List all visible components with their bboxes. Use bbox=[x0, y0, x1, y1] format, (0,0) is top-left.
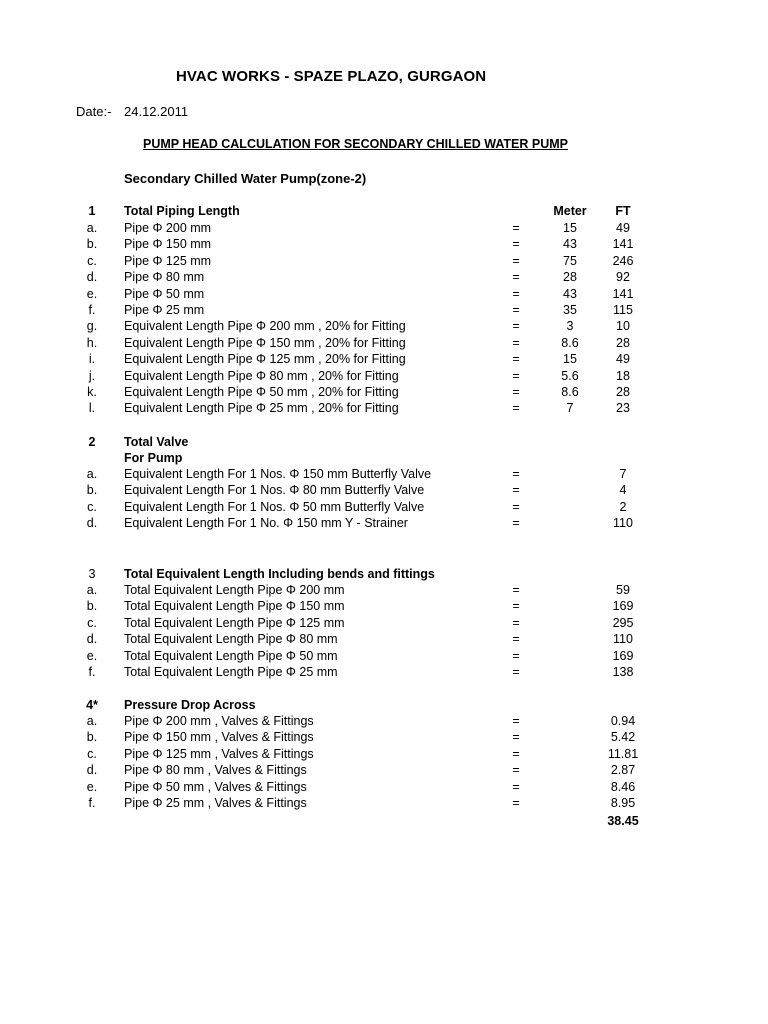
section-number: 4* bbox=[86, 698, 98, 712]
equals-sign: = bbox=[512, 648, 520, 663]
table-row bbox=[0, 400, 768, 416]
row-description: Total Equivalent Length Pipe Φ 25 mm bbox=[124, 665, 338, 679]
value-ft: 0.94 bbox=[610, 714, 636, 728]
value-ft: 2.87 bbox=[610, 763, 636, 778]
value-ft: 246 bbox=[612, 253, 634, 268]
table-row bbox=[0, 335, 768, 351]
row-index: e. bbox=[86, 286, 98, 301]
pressure-drop-total-row bbox=[0, 813, 768, 829]
section-number: 2 bbox=[88, 435, 96, 449]
row-index: c. bbox=[87, 499, 97, 514]
row-description: Pipe Φ 200 mm , Valves & Fittings bbox=[124, 714, 314, 728]
table-row bbox=[0, 729, 768, 745]
equals-sign: = bbox=[512, 319, 520, 334]
row-description: Total Equivalent Length Pipe Φ 200 mm bbox=[124, 583, 345, 597]
row-index: i. bbox=[88, 352, 96, 367]
row-description: Pipe Φ 80 mm , Valves & Fittings bbox=[124, 763, 307, 778]
value-meter: 28 bbox=[563, 270, 577, 285]
row-description: Pipe Φ 125 mm , Valves & Fittings bbox=[124, 746, 314, 761]
equals-sign: = bbox=[512, 483, 520, 498]
equals-sign: = bbox=[512, 401, 520, 416]
table-row bbox=[0, 286, 768, 302]
row-description: Pipe Φ 25 mm , Valves & Fittings bbox=[124, 796, 307, 810]
value-ft: 8.46 bbox=[610, 779, 636, 794]
row-index: f. bbox=[88, 665, 96, 679]
table-row bbox=[0, 631, 768, 647]
table-row bbox=[0, 351, 768, 367]
equals-sign: = bbox=[512, 779, 520, 794]
value-meter: 43 bbox=[563, 286, 577, 301]
date-label: Date:- bbox=[76, 104, 112, 119]
value-meter: 75 bbox=[563, 253, 577, 268]
calculation-subtitle: PUMP HEAD CALCULATION FOR SECONDARY CHILLED WATER PUMP bbox=[143, 137, 569, 151]
table-row bbox=[0, 795, 768, 811]
table-row bbox=[0, 515, 768, 531]
value-ft: 23 bbox=[616, 401, 630, 416]
section-number: 3 bbox=[88, 567, 96, 581]
row-index: h. bbox=[86, 335, 98, 350]
row-description: Equivalent Length For 1 Nos. Φ 150 mm Butterfly Valve bbox=[124, 467, 432, 481]
equals-sign: = bbox=[512, 583, 520, 597]
row-index: b. bbox=[86, 483, 98, 498]
equals-sign: = bbox=[512, 253, 520, 268]
table-row bbox=[0, 253, 768, 269]
date-value: 24.12.2011 bbox=[124, 104, 189, 119]
equals-sign: = bbox=[512, 352, 520, 367]
table-row bbox=[0, 598, 768, 614]
value-ft: 110 bbox=[613, 516, 633, 531]
value-ft: 11.81 bbox=[607, 746, 639, 761]
row-description: Equivalent Length Pipe Φ 125 mm , 20% for Fitting bbox=[124, 352, 406, 367]
row-index: l. bbox=[88, 401, 96, 416]
equals-sign: = bbox=[512, 665, 520, 679]
row-index: b. bbox=[86, 599, 98, 614]
equals-sign: = bbox=[512, 385, 520, 399]
value-ft: 2 bbox=[619, 499, 627, 514]
row-index: e. bbox=[86, 779, 98, 794]
row-description: Equivalent Length For 1 Nos. Φ 80 mm Butterfly Valve bbox=[124, 483, 425, 498]
table-row bbox=[0, 302, 768, 318]
value-ft: 8.95 bbox=[610, 796, 636, 810]
section-subtitle: For Pump bbox=[124, 451, 183, 465]
equals-sign: = bbox=[512, 746, 520, 761]
value-meter: 15 bbox=[563, 221, 577, 235]
table-row bbox=[0, 318, 768, 334]
row-index: d. bbox=[86, 516, 98, 531]
row-index: j. bbox=[88, 368, 96, 383]
value-ft: 5.42 bbox=[610, 730, 636, 745]
equals-sign: = bbox=[512, 286, 520, 301]
table-row bbox=[0, 582, 768, 598]
row-index: d. bbox=[86, 763, 98, 778]
equals-sign: = bbox=[512, 714, 520, 728]
row-index: a. bbox=[86, 583, 98, 597]
equals-sign: = bbox=[512, 730, 520, 745]
table-row bbox=[0, 762, 768, 778]
value-meter: 7 bbox=[566, 401, 574, 416]
table-row bbox=[0, 664, 768, 680]
value-ft: 28 bbox=[616, 335, 630, 350]
row-description: Total Equivalent Length Pipe Φ 80 mm bbox=[124, 632, 338, 647]
row-index: b. bbox=[86, 237, 98, 252]
equals-sign: = bbox=[512, 270, 520, 285]
value-ft: 295 bbox=[612, 615, 634, 630]
table-row bbox=[0, 746, 768, 762]
value-ft: 169 bbox=[612, 648, 634, 663]
row-description: Total Equivalent Length Pipe Φ 50 mm bbox=[124, 648, 338, 663]
table-row bbox=[0, 648, 768, 664]
equals-sign: = bbox=[512, 763, 520, 778]
section-number: 1 bbox=[88, 204, 96, 218]
table-row bbox=[0, 269, 768, 285]
value-meter: 35 bbox=[563, 303, 577, 317]
pressure-drop-total: 38.45 bbox=[607, 814, 639, 828]
row-index: c. bbox=[87, 253, 97, 268]
row-index: c. bbox=[87, 746, 97, 761]
equals-sign: = bbox=[512, 615, 520, 630]
table-row bbox=[0, 236, 768, 252]
value-ft: 169 bbox=[612, 599, 634, 614]
value-meter: 5.6 bbox=[561, 368, 579, 383]
row-index: e. bbox=[86, 648, 98, 663]
row-index: a. bbox=[86, 714, 98, 728]
row-index: c. bbox=[87, 615, 97, 630]
row-description: Equivalent Length Pipe Φ 200 mm , 20% for Fitting bbox=[124, 319, 406, 334]
row-index: f. bbox=[88, 796, 96, 810]
value-ft: 141 bbox=[612, 237, 634, 252]
value-ft: 49 bbox=[616, 352, 630, 367]
table-row bbox=[0, 615, 768, 631]
section-2-header bbox=[0, 434, 768, 450]
value-ft: 115 bbox=[613, 303, 633, 317]
equals-sign: = bbox=[512, 237, 520, 252]
equals-sign: = bbox=[512, 467, 520, 481]
value-meter: 15 bbox=[563, 352, 577, 367]
section-3-header bbox=[0, 566, 768, 582]
value-ft: 141 bbox=[612, 286, 634, 301]
row-description: Pipe Φ 200 mm bbox=[124, 221, 212, 235]
column-header-meter: Meter bbox=[553, 204, 587, 218]
row-index: d. bbox=[86, 270, 98, 285]
value-ft: 49 bbox=[616, 221, 630, 235]
document-title: HVAC WORKS - SPAZE PLAZO, GURGAON bbox=[176, 68, 487, 85]
section-title: Total Piping Length bbox=[124, 204, 240, 218]
row-description: Equivalent Length Pipe Φ 80 mm , 20% for Fitting bbox=[124, 368, 399, 383]
row-index: k. bbox=[87, 385, 97, 399]
equals-sign: = bbox=[512, 335, 520, 350]
value-ft: 138 bbox=[612, 665, 634, 679]
column-header-ft: FT bbox=[615, 204, 631, 218]
row-index: f. bbox=[88, 303, 96, 317]
row-description: Pipe Φ 125 mm bbox=[124, 253, 212, 268]
row-description: Pipe Φ 80 mm bbox=[124, 270, 205, 285]
row-index: d. bbox=[86, 632, 98, 647]
equals-sign: = bbox=[512, 368, 520, 383]
value-ft: 59 bbox=[616, 583, 630, 597]
row-index: g. bbox=[86, 319, 98, 334]
row-description: Pipe Φ 50 mm , Valves & Fittings bbox=[124, 779, 307, 794]
value-ft: 10 bbox=[616, 319, 630, 334]
value-meter: 43 bbox=[563, 237, 577, 252]
row-description: Pipe Φ 150 mm , Valves & Fittings bbox=[124, 730, 314, 745]
row-description: Equivalent Length For 1 No. Φ 150 mm Y - Strainer bbox=[124, 516, 408, 531]
equals-sign: = bbox=[512, 796, 520, 810]
row-description: Total Equivalent Length Pipe Φ 125 mm bbox=[124, 615, 345, 630]
section-title: Pressure Drop Across bbox=[124, 698, 256, 712]
table-row bbox=[0, 779, 768, 795]
equals-sign: = bbox=[512, 303, 520, 317]
table-row bbox=[0, 466, 768, 482]
section-4-header bbox=[0, 697, 768, 713]
section-2-subheader bbox=[0, 450, 768, 466]
value-ft: 4 bbox=[619, 483, 627, 498]
section-1-header bbox=[0, 203, 768, 219]
row-description: Pipe Φ 150 mm bbox=[124, 237, 212, 252]
value-ft: 28 bbox=[616, 385, 630, 399]
value-ft: 7 bbox=[619, 467, 627, 481]
row-index: b. bbox=[86, 730, 98, 745]
value-meter: 3 bbox=[566, 319, 574, 334]
equals-sign: = bbox=[512, 516, 520, 531]
section-title: Total Equivalent Length Including bends and fittings bbox=[124, 567, 435, 581]
row-index: a. bbox=[86, 467, 98, 481]
equals-sign: = bbox=[512, 499, 520, 514]
equals-sign: = bbox=[512, 632, 520, 647]
pump-label: Secondary Chilled Water Pump(zone-2) bbox=[124, 171, 367, 186]
section-title: Total Valve bbox=[124, 435, 189, 449]
row-description: Total Equivalent Length Pipe Φ 150 mm bbox=[124, 599, 345, 614]
row-description: Pipe Φ 25 mm bbox=[124, 303, 205, 317]
value-ft: 18 bbox=[616, 368, 630, 383]
value-meter: 8.6 bbox=[561, 385, 579, 399]
value-ft: 92 bbox=[616, 270, 630, 285]
table-row bbox=[0, 713, 768, 729]
row-description: Equivalent Length Pipe Φ 25 mm , 20% for Fitting bbox=[124, 401, 399, 416]
value-ft: 110 bbox=[613, 632, 633, 647]
equals-sign: = bbox=[512, 221, 520, 235]
row-index: a. bbox=[86, 221, 98, 235]
value-meter: 8.6 bbox=[561, 335, 579, 350]
row-description: Equivalent Length For 1 Nos. Φ 50 mm Butterfly Valve bbox=[124, 499, 425, 514]
table-row bbox=[0, 368, 768, 384]
equals-sign: = bbox=[512, 599, 520, 614]
row-description: Pipe Φ 50 mm bbox=[124, 286, 205, 301]
table-row bbox=[0, 482, 768, 498]
table-row bbox=[0, 384, 768, 400]
row-description: Equivalent Length Pipe Φ 150 mm , 20% for Fitting bbox=[124, 335, 406, 350]
table-row bbox=[0, 220, 768, 236]
table-row bbox=[0, 499, 768, 515]
row-description: Equivalent Length Pipe Φ 50 mm , 20% for Fitting bbox=[124, 385, 399, 399]
